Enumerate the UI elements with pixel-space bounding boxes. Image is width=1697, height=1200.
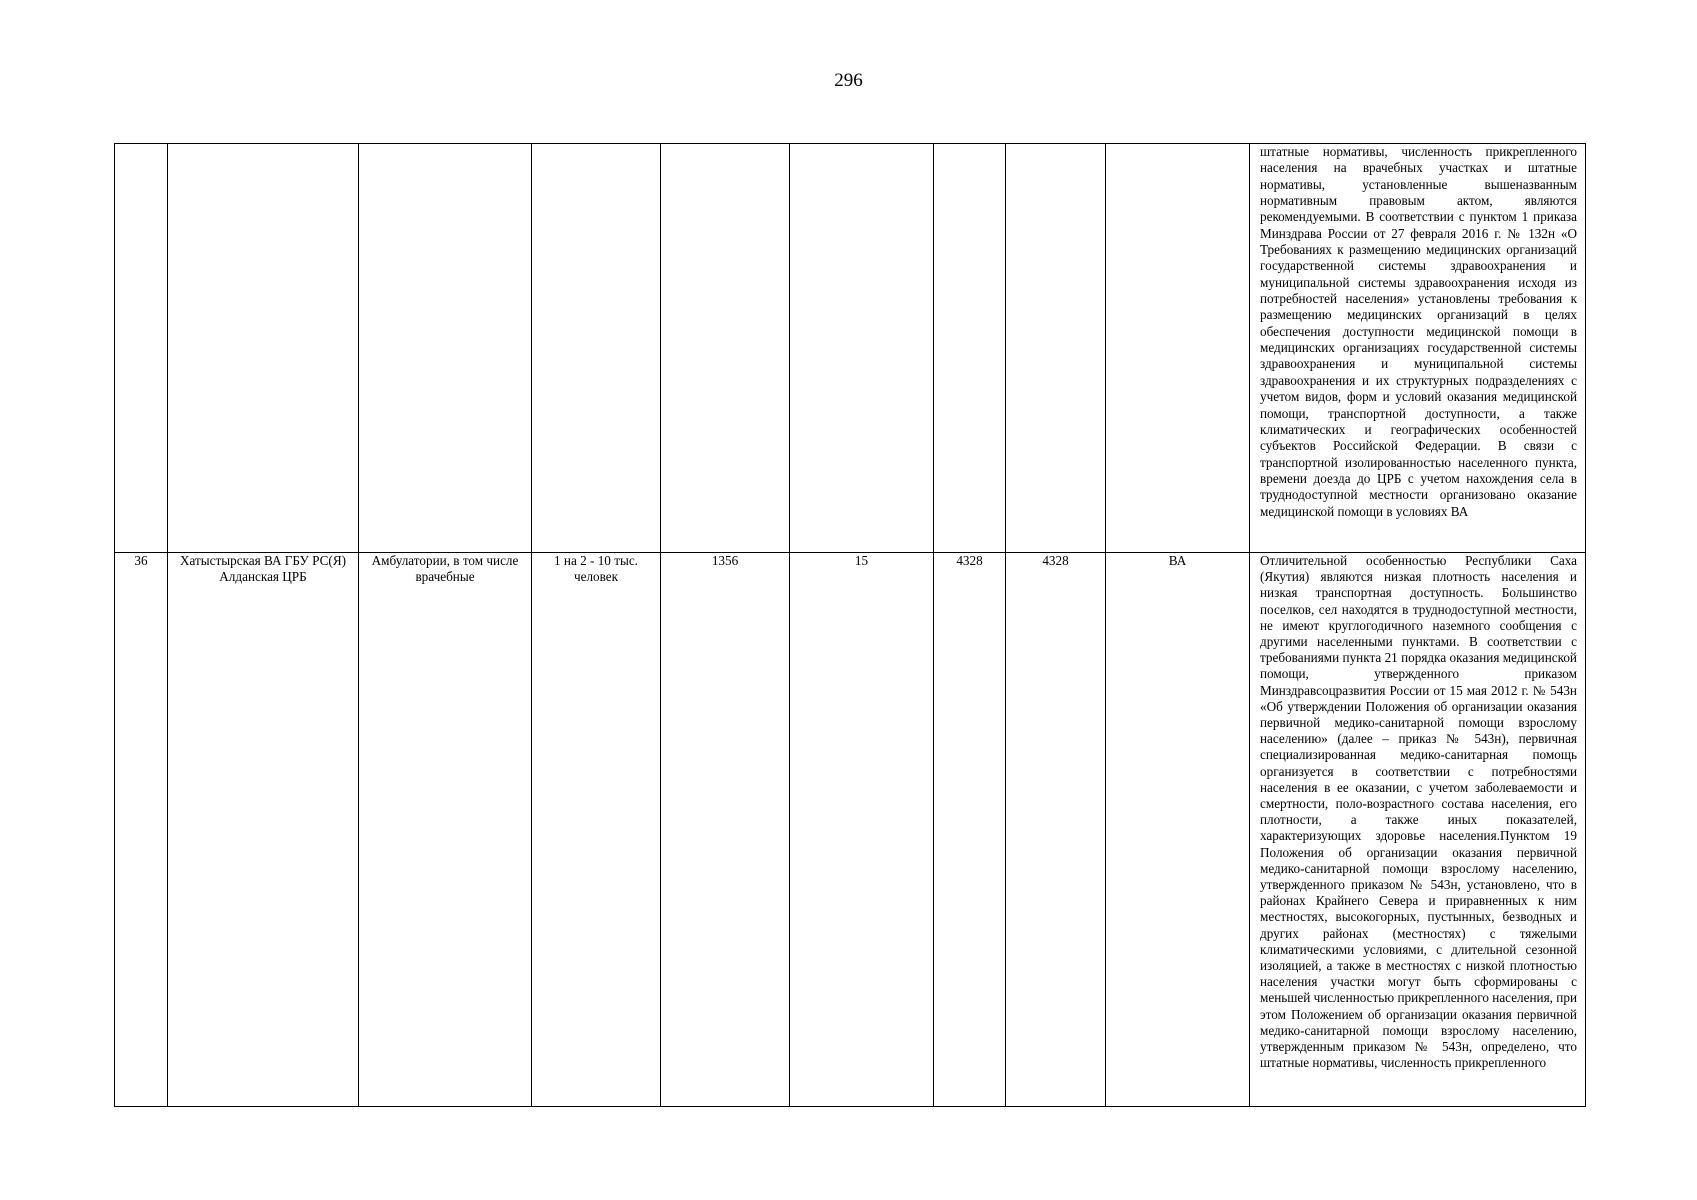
cell-number: 36 [115,553,168,1107]
cell-norm: 1 на 2 - 10 тыс. человек [532,553,661,1107]
cell-facility-type [359,144,532,553]
cell-form: ВА [1106,553,1250,1107]
cell-value-b [1006,144,1106,553]
cell-value-a: 4328 [934,553,1006,1107]
cell-distance: 15 [790,553,934,1107]
cell-justification: штатные нормативы, численность прикрепленного населения на врачебных участках и штатные нормативы, установленные вышеназванным нормативным правовым актом, являются рекомендуемыми. В соответствии с пунктом 1 приказа Минздрава России от 27 февраля 2016 г. № 132н «О Требованиях к размещению медицинских организаций государственной системы здравоохранения и муниципальной системы здравоохранения исходя из потребностей населения» установлены требования к размещению медицинских организаций в целях обеспечения доступности медицинской помощи в медицинских организациях государственной системы здравоохранения и муниципальной системы здравоохранения и их структурных подразделениях с учетом видов, форм и условий оказания медицинской помощи, транспортной доступности, а также климатических и географических особенностей субъектов Российской Федерации. В связи с транспортной изолированностью населенного пункта, времени доезда до ЦРБ с учетом нахождения села в труднодоступной местности организовано оказание медицинской помощи в условиях ВА [1250,144,1586,553]
cell-organization: Хатыстырская ВА ГБУ РС(Я) Алданская ЦРБ [168,553,359,1107]
cell-distance [790,144,934,553]
cell-population: 1356 [661,553,790,1107]
cell-value-a [934,144,1006,553]
table-row [115,144,1586,553]
page-number: 296 [834,70,863,91]
cell-facility-type: Амбулатории, в том числе врачебные [359,553,532,1107]
medical-organizations-table [114,143,1586,1107]
cell-organization [168,144,359,553]
cell-number [115,144,168,553]
cell-justification: Отличительной особенностью Республики Саха (Якутия) являются низкая плотность населения и низкая транспортная доступность. Большинство поселков, сел находятся в труднодоступной местности, не имеют круглогодичного наземного сообщения с другими населенными пунктами. В соответствии с требованиями пункта 21 порядка оказания медицинской помощи, утвержденного приказом Минздравсоцразвития России от 15 мая 2012 г. № 543н «Об утверждении Положения об организации оказания первичной медико-санитарной помощи взрослому населению» (далее – приказ № 543н), первичная специализированная медико-санитарная помощь организуется в соответствии с потребностями населения в ее оказании, с учетом заболеваемости и смертности, поло-возрастного состава населения, его плотности, а также иных показателей, характеризующих здоровье населения.Пунктом 19 Положения об организации оказания первичной медико-санитарной помощи взрослому населению, утвержденного приказом № 543н, установлено, что в районах Крайнего Севера и приравненных к ним местностях, высокогорных, пустынных, безводных и других районах (местностях) с тяжелыми климатическими условиями, с длительной сезонной изоляцией, а также в местностях с низкой плотностью населения участки могут быть сформированы с меньшей численностью прикрепленного населения, при этом Положением об организации оказания первичной медико-санитарной помощи взрослому населению, утвержденным приказом № 543н, определено, что штатные нормативы, численность прикрепленного [1250,553,1586,1107]
cell-population [661,144,790,553]
table-row [115,553,1586,1107]
cell-norm [532,144,661,553]
cell-value-b: 4328 [1006,553,1106,1107]
cell-form [1106,144,1250,553]
